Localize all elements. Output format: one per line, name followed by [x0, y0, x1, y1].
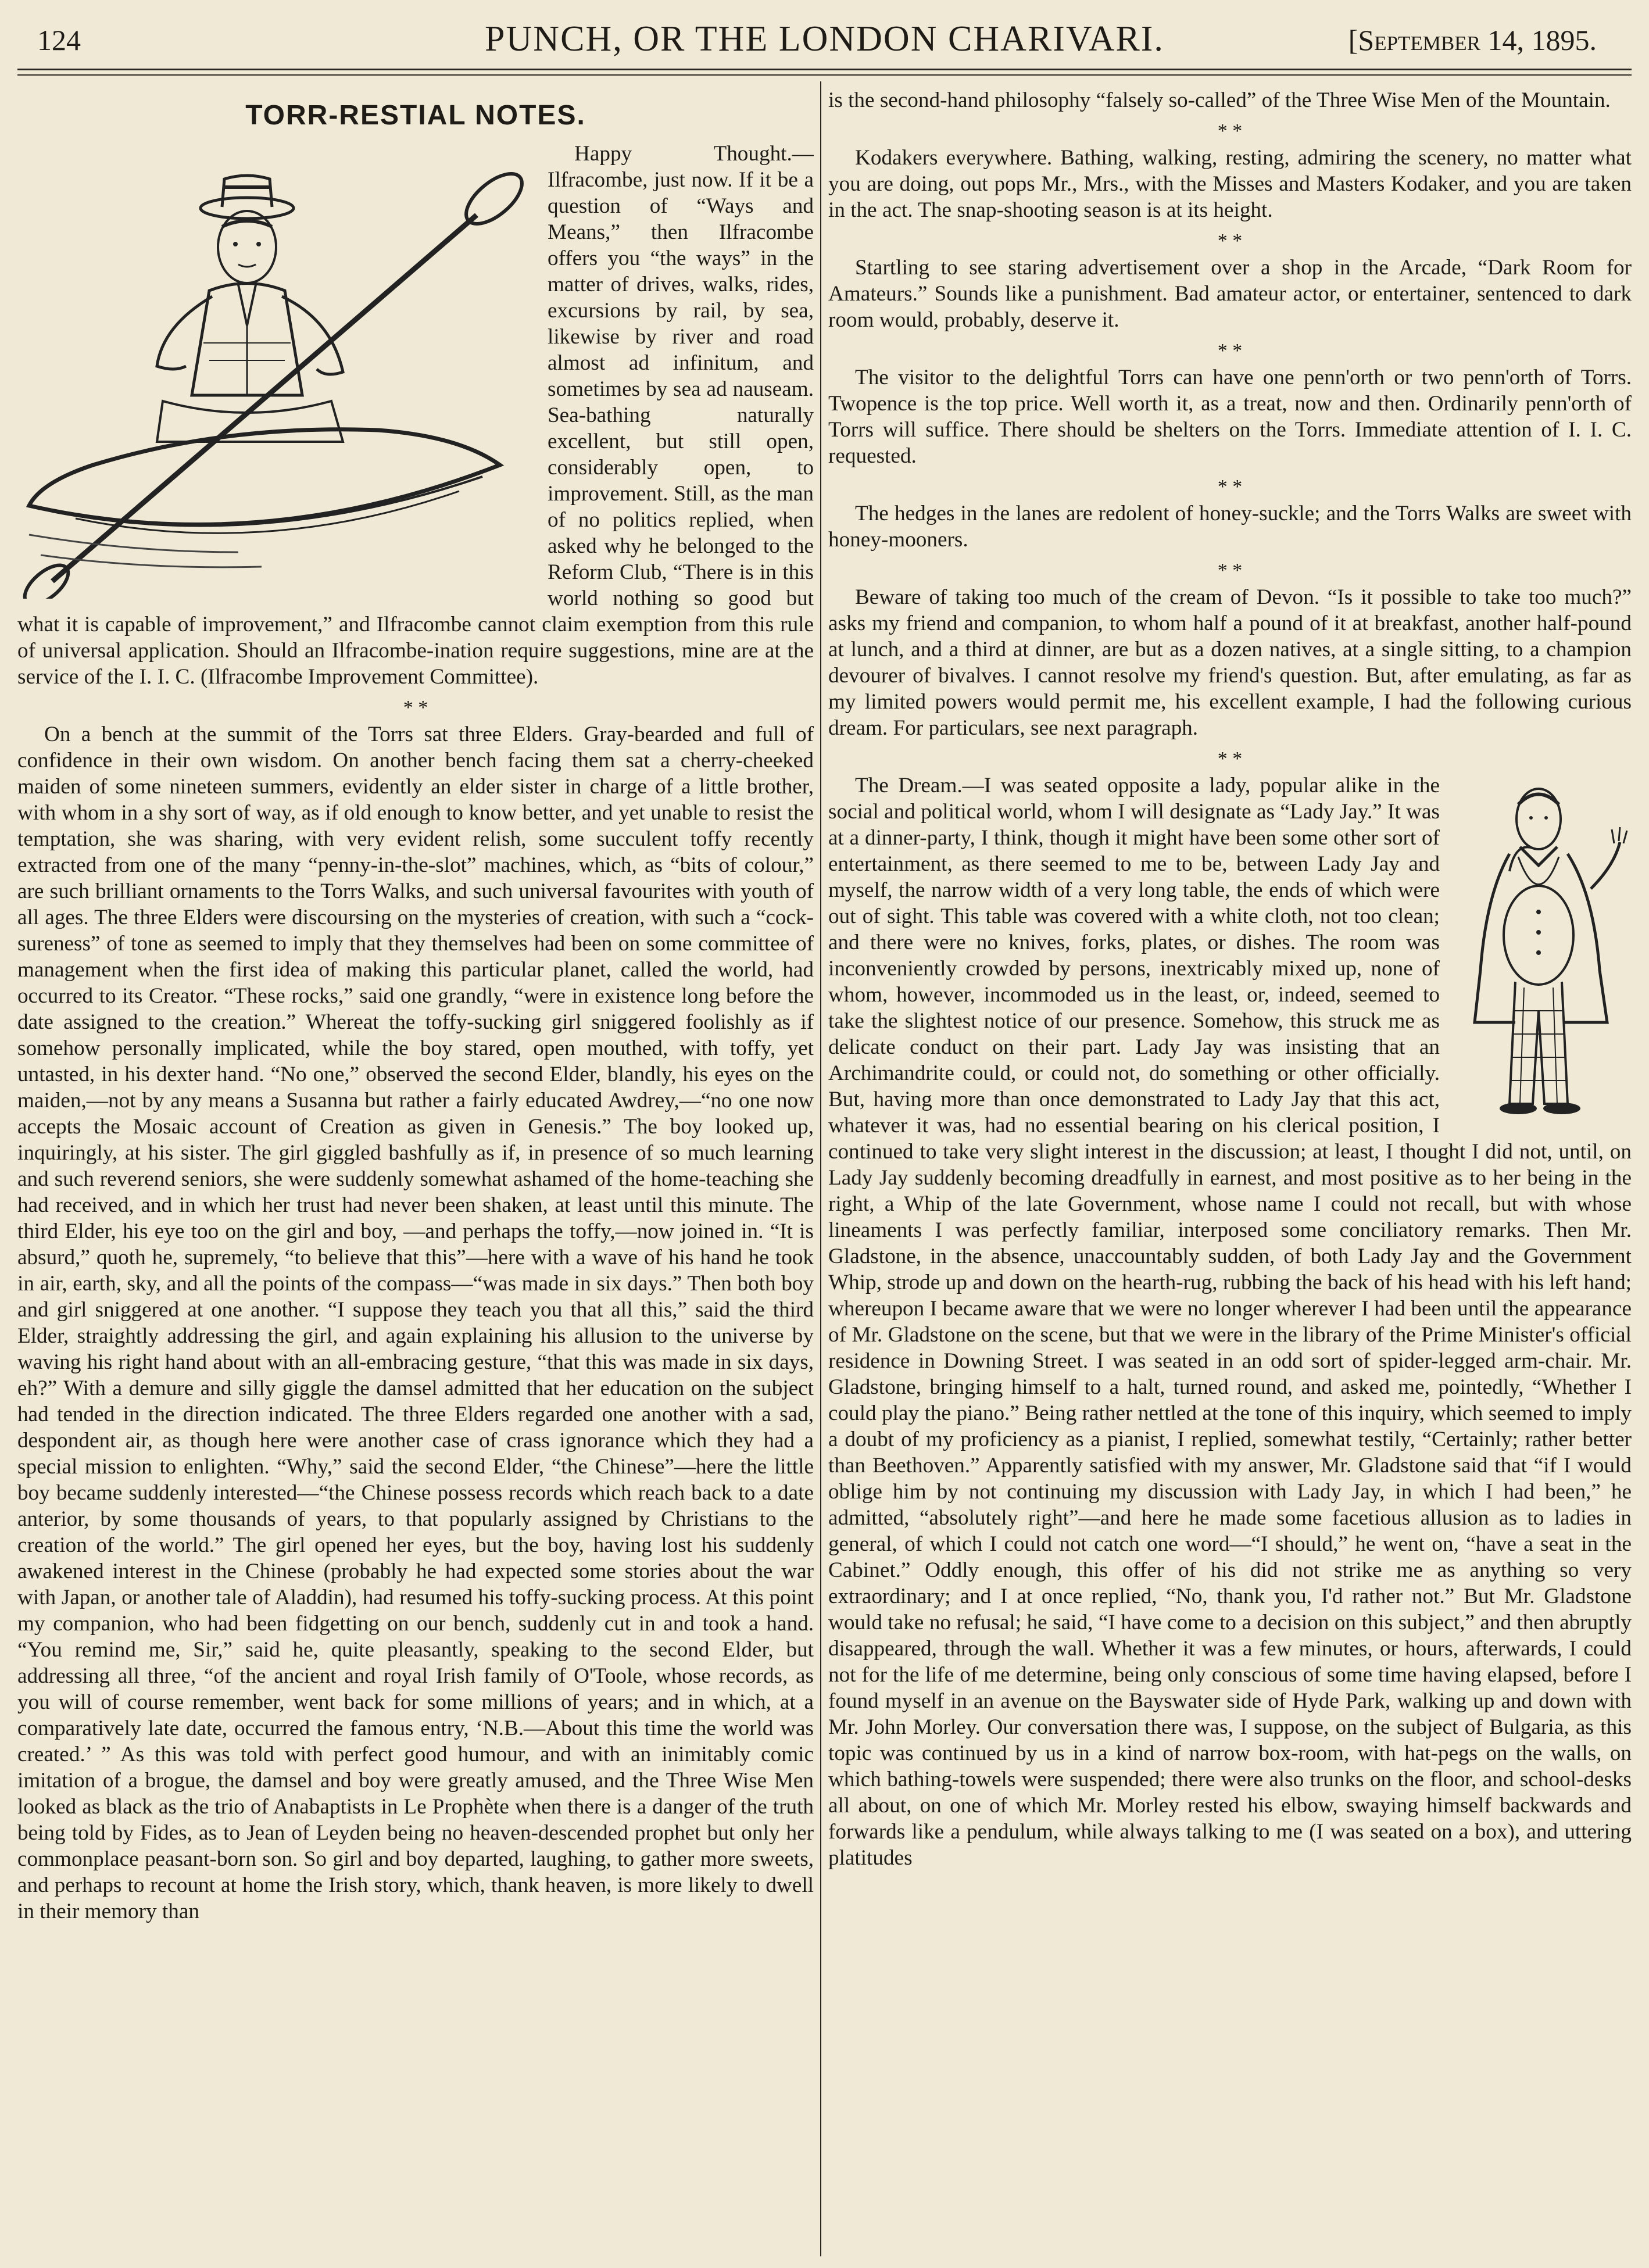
- paragraph: The hedges in the lanes are redolent of honey-suckle; and the Torrs Walks are sweet with honey-mooners.: [828, 502, 1632, 552]
- paragraph: Kodakers everywhere. Bathing, walking, resting, admiring the scenery, no matter what you are doing, out pops Mr., Mrs., with the Misses and Masters Kodaker, and you are taken in the act. The snap-shooting season is at its height.: [828, 146, 1632, 222]
- paragraph: The visitor to the delightful Torrs can have one penn'orth or two penn'orth of Torrs. Twopence is the top price. Well worth it, as a treat, now and then. Ordinarily penn'orth of Torrs will suffice. There should be shelters on the Torrs. Immediate attention of I. I. C. requested.: [828, 366, 1632, 468]
- masthead-rule: [17, 74, 1632, 76]
- issue-date: [September 14, 1895.: [1348, 24, 1597, 56]
- section-asterism: * *: [1217, 476, 1243, 498]
- section-asterism: * *: [403, 697, 428, 718]
- paragraph: The Dream.—I was seated opposite a lady, popular alike in the social and political world, whom I will designate as “Lady Jay.” It was at a dinner-party, I think, though it might have been some other sort of entertainment, as there seemed to me to be, between Lady Jay and myself, the narrow width of a very long table, the ends of which were out of sight. This table was covered with a white cloth, not too clean; and there were no knives, forks, plates, or dishes. The room was inconveniently crowded by persons, inextricably mixed up, none of whom, however, incommoded us in the least, or, indeed, seemed to take the slightest notice of our presence. Somehow, this struck me as delicate conduct on their part. Lady Jay was insisting that an Archimandrite could, or could not, do something or other officially. But, having more than once demonstrated to Lady Jay that this act, whatever it was, had no essential bearing on his clerical position, I continued to take very slight interest in the discussion; at least, I thought I did not, until, on Lady Jay suddenly becoming dreadfully in earnest, and most positive as to her being in the right, a Whip of the late Government, whose name I could not recall, but with whose lineaments I was perfectly familiar, interposed some conciliatory remarks. Then Mr. Gladstone, in the absence, unaccountably sudden, of both Lady Jay and the Government Whip, strode up and down on the hearth-rug, rubbing the back of his head with his left hand; whereupon I became aware that we were no longer wherever I had been until the appearance of Mr. Gladstone on the scene, but that we were in the library of the Prime Minister's official residence in Downing Street. I was seated in an odd sort of spider-legged arm-chair. Mr. Gladstone, bringing himself to a halt, turned round, and asked me, pointedly, “Whether I could play the piano.” Being rather nettled at the tone of this inquiry, which seemed to imply a doubt of my proficiency as a pianist, I replied, somewhat testily, “Certainly; rather better than Beethoven.” Apparently satisfied with my answer, Mr. Gladstone said that “if I would oblige him by not continuing my discussion with Lady Jay, in which I had been,” he admitted, “absolutely right”—and here he made some facetious allusion as to ladies in general, of which I could not catch one word—“I should,” he went on, “have a seat in the Cabinet.” Oddly enough, this offer of his did not strike me as anything so very extraordinary; and I at once replied, “No, thank you, I'd rather not.” But Mr. Gladstone would take no refusal; he said, “I have come to a decision on this subject,” and then abruptly disappeared, through the wall. Whether it was a few minutes, or hours, afterwards, I could not for the life of me determine, being only conscious of some time having elapsed, before I found myself in an avenue on the Bayswater side of Hyde Park, walking up and down with Mr. John Morley. Our conversation there was, I suppose, on the subject of Bulgaria, as this topic was continued by us in a kind of narrow box-room, with hat-pegs on the walls, on which bathing-towels were suspended; there were also trunks on the floor, and school-desks all about, on one of which Mr. Morley rested his elbow, swaying himself backwards and forwards like a pendulum, while always talking to me (I was seated on a box), and uttering platitudes: [828, 774, 1632, 1870]
- page-number: 124: [37, 24, 81, 56]
- section-asterism: * *: [1217, 230, 1243, 252]
- section-asterism: * *: [1217, 560, 1243, 581]
- column-divider: [820, 81, 821, 2256]
- section-asterism: * *: [1217, 340, 1243, 362]
- canoe-girl-illustration: [17, 151, 535, 599]
- masthead: [17, 6, 1632, 70]
- publication-title: PUNCH, OR THE LONDON CHARIVARI.: [485, 19, 1164, 59]
- paragraph: Startling to see staring advertisement over a shop in the Arcade, “Dark Room for Amateurs.” Sounds like a punishment. Bad amateur actor, or entertainer, sentenced to dark room would, probably, deserve it.: [828, 256, 1632, 332]
- paragraph: Beware of taking too much of the cream of Devon. “Is it possible to take too much?” asks my friend and companion, to whom half a pound of it at breakfast, another half-pound at lunch, and a third at dinner, are but as a dozen natives, at a single sitting, to a champion devourer of bivalves. I cannot resolve my friend's question. But, after emulating, as far as my limited powers would permit me, his excellent example, I had the following curious dream. For particulars, see next paragraph.: [828, 585, 1632, 740]
- section-asterism: * *: [1217, 120, 1243, 142]
- right-column: [828, 87, 1632, 2251]
- paragraph: is the second-hand philosophy “falsely so-called” of the Three Wise Men of the Mountain.: [828, 88, 1611, 112]
- left-column: [17, 87, 814, 2251]
- paragraph: Happy Thought.—Ilfracombe, just now. If it be a question of “Ways and Means,” then Ilfracombe offers you “the ways” in the matter of drives, walks, rides, excursions by rail, by sea, likewise by river and road almost ad infinitum, and sometimes by sea ad nauseam. Sea-bathing naturally excellent, but still open, considerably open, to improvement. Still, as the man of no politics replied, when asked why he belonged to the Reform Club, “There is in this world nothing so good but what it is capable of improvement,” and Ilfracombe cannot claim exemption from this rule of universal application. Should an Ilfracombe-ination require suggestions, mine are at the service of the I. I. C. (Ilfracombe Improvement Committee).: [17, 142, 814, 689]
- section-asterism: * *: [1217, 748, 1243, 770]
- article-title: TORR-RESTIAL NOTES.: [245, 100, 586, 131]
- paragraph: On a bench at the summit of the Torrs sat three Elders. Gray-bearded and full of confidence in their own wisdom. On another bench facing them sat a cherry-cheeked maiden of some nineteen summers, evidently an elder sister in charge of a little brother, with whom in a shy sort of way, as if old enough to know better, and yet unable to resist the temptation, she was sharing, with very evident relish, some succulent toffy recently extracted from one of the many “penny-in-the-slot” machines, which, as “bits of colour,” are such brilliant ornaments to the Torrs Walks, and such universal favourites with youth of all ages. The three Elders were discoursing on the mysteries of creation, with such a “cock-sureness” of tone as seemed to imply that they themselves had been on some committee of management when the first idea of making this particular planet, called the world, had occurred to its Creator. “These rocks,” said one grandly, “were in existence long before the date assigned to the creation.” Whereat the toffy-sucking girl sniggered foolishly as if somehow personally implicated, while the boy stared, open mouthed, with toffy, yet untasted, in his dexter hand. “No one,” observed the second Elder, blandly, his eyes on the maiden,—not by any means a Susanna but rather a fairly educated Awdrey,—“no one now accepts the Mosaic account of Creation as given in Genesis.” The boy looked up, inquiringly, at his sister. The girl giggled bashfully as if, in presence of so much learning and such reverend seniors, she were suddenly somewhat ashamed of the home-teaching she had received, and in which her trust had never been shaken, at least until this minute. The third Elder, his eye too on the girl and boy, —and perhaps the toffy,—now joined in. “It is absurd,” quoth he, supremely, “to believe that this”—here with a wave of his hand he took in air, earth, sky, and all the points of the compass—“was made in six days.” Then both boy and girl sniggered at one another. “I suppose they teach you that all this,” said the third Elder, straightly addressing the girl, and again explaining his allusion to the universe by waving his right hand about with an all-embracing gesture, “that this was made in six days, eh?” With a demure and silly giggle the damsel admitted that her education on the subject had tended in the direction indicated. The three Elders regarded one another with a sad, despondent air, as though here were another case of crass ignorance which they had a special mission to enlighten. “Why,” said the second Elder, “the Chinese”—here the little boy became suddenly interested—“the Chinese possess records which reach back to a date anterior, by some thousands of years, to that popularly assigned by Christians to the creation of the world.” The girl opened her eyes, but the boy, having lost his suddenly awakened interest in the Chinese (probably he had expected some stories about the war with Japan, or another tale of Aladdin), had resumed his toffy-sucking process. At this point my companion, who had been fidgetting on our bench, suddenly cut in and took a hand. “You remind me, Sir,” said he, quite pleasantly, speaking to the second Elder, but addressing all three, “of the ancient and royal Irish family of O'Toole, whose records, as you will of course remember, went back for some millions of years; and in which, at a comparatively late date, occurred the famous entry, ‘N.B.—About this time the world was created.’ ” As this was told with perfect good humour, and with an inimitably comic imitation of a brogue, the damsel and boy were greatly amused, and the Three Wise Men looked as black as the trio of Anabaptists in Le Prophète when there is a danger of the truth being told by Fides, as to Jean of Leyden being no heaven-descended prophet but only her commonplace peasant-born son. So girl and boy departed, laughing, to gather more sweets, and perhaps to recount at home the Irish story, which, thank heaven, is more likely to dwell in their memory than: [17, 722, 814, 1923]
- gentleman-illustration: [1451, 778, 1632, 1127]
